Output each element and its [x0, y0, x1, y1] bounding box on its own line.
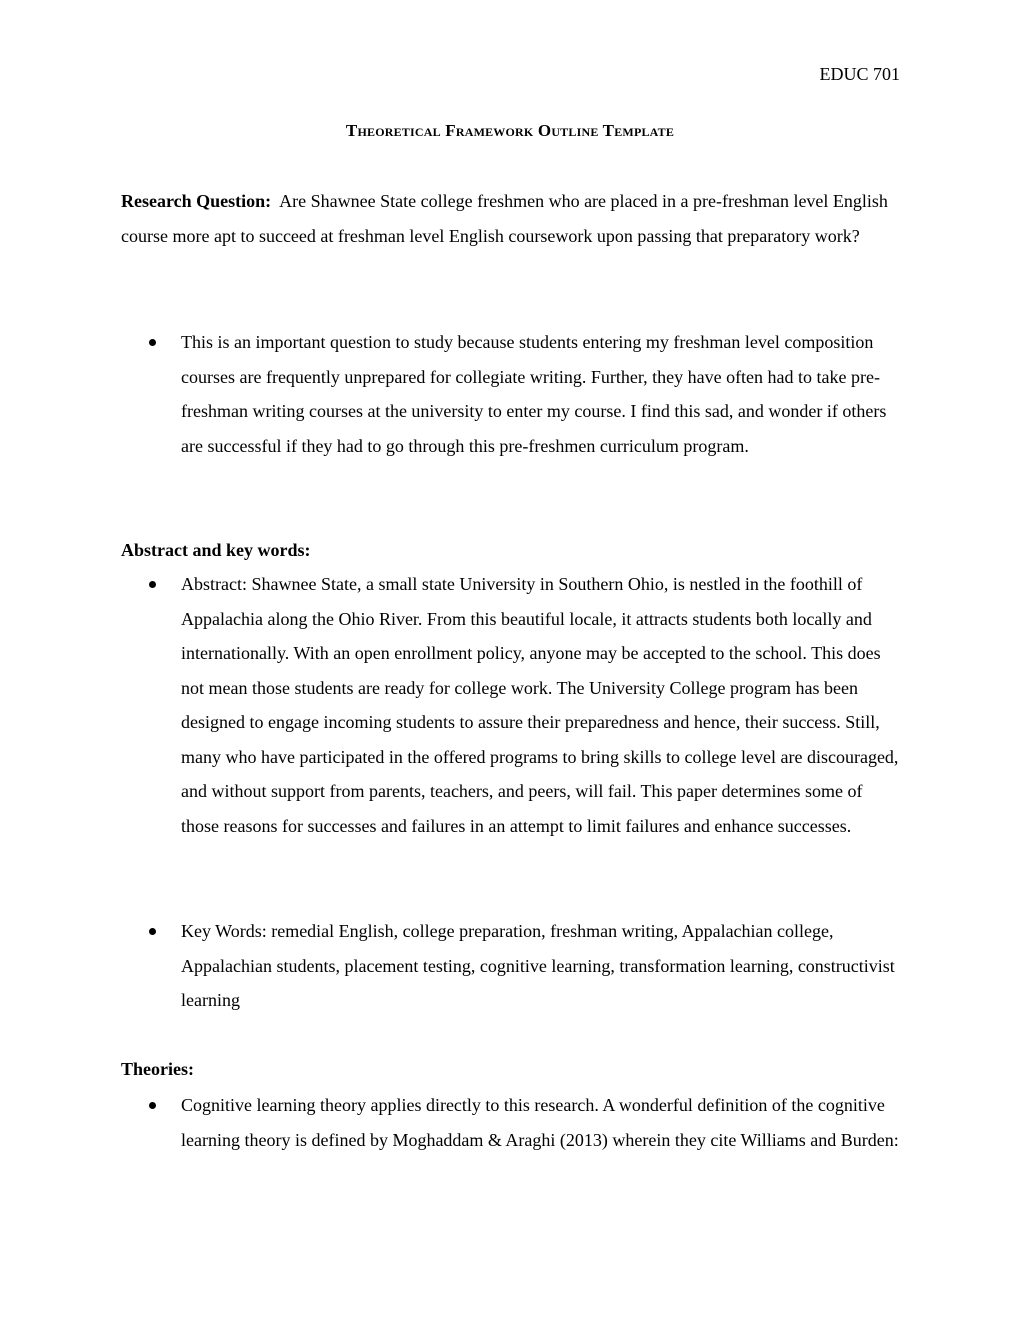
importance-bullet: This is an important question to study because students entering my freshman level composition courses are frequently unprepared for collegiate writing. Further, they have often had to take pre-freshman writing courses at the university to enter my course. I find this sad, and wonder if others are successful if they had to go through this pre-freshmen curriculum program. — [181, 332, 887, 456]
research-question-paragraph — [121, 184, 903, 253]
abstract-bullet: Abstract: Shawnee State, a small state University in Southern Ohio, is nestled in the foothill of Appalachia along the Ohio River. From this beautiful locale, it attracts students both locally and internationally. With an open enrollment policy, anyone may be accepted to the school. This does not mean those students are ready for college work. The University College program has been designed to engage incoming students to assure their preparedness and hence, their success. Still, many who have participated in the offered programs to bring skills to college level are discouraged, and without support from parents, teachers, and peers, will fail. This paper determines some of those reasons for successes and failures in an attempt to limit failures and enhance successes. — [181, 574, 899, 836]
theories-bullet: Cognitive learning theory applies directly to this research. A wonderful definition of the cognitive learning theory is defined by Moghaddam & Araghi (2013) wherein they cite Williams and Burden: — [181, 1095, 899, 1150]
theories-heading: Theories: — [121, 1059, 194, 1079]
research-question-label: Research Question: — [121, 191, 272, 211]
course-header: EDUC 701 — [819, 64, 900, 84]
keywords-bullet: Key Words: remedial English, college preparation, freshman writing, Appalachian college, Appalachian students, placement testing, cognitive learning, transformation learning, constructivist learning — [181, 921, 895, 1010]
bullet-icon — [146, 1088, 160, 1122]
research-question-text: Are Shawnee State college freshmen who are placed in a pre-freshman level English course more apt to succeed at freshman level English coursework upon passing that preparatory work? — [121, 191, 888, 246]
bullet-icon — [146, 325, 160, 359]
bullet-icon — [146, 914, 160, 948]
page-title: Theoretical Framework Outline Template — [345, 121, 675, 140]
abstract-heading: Abstract and key words: — [121, 540, 311, 560]
bullet-icon — [146, 567, 160, 601]
